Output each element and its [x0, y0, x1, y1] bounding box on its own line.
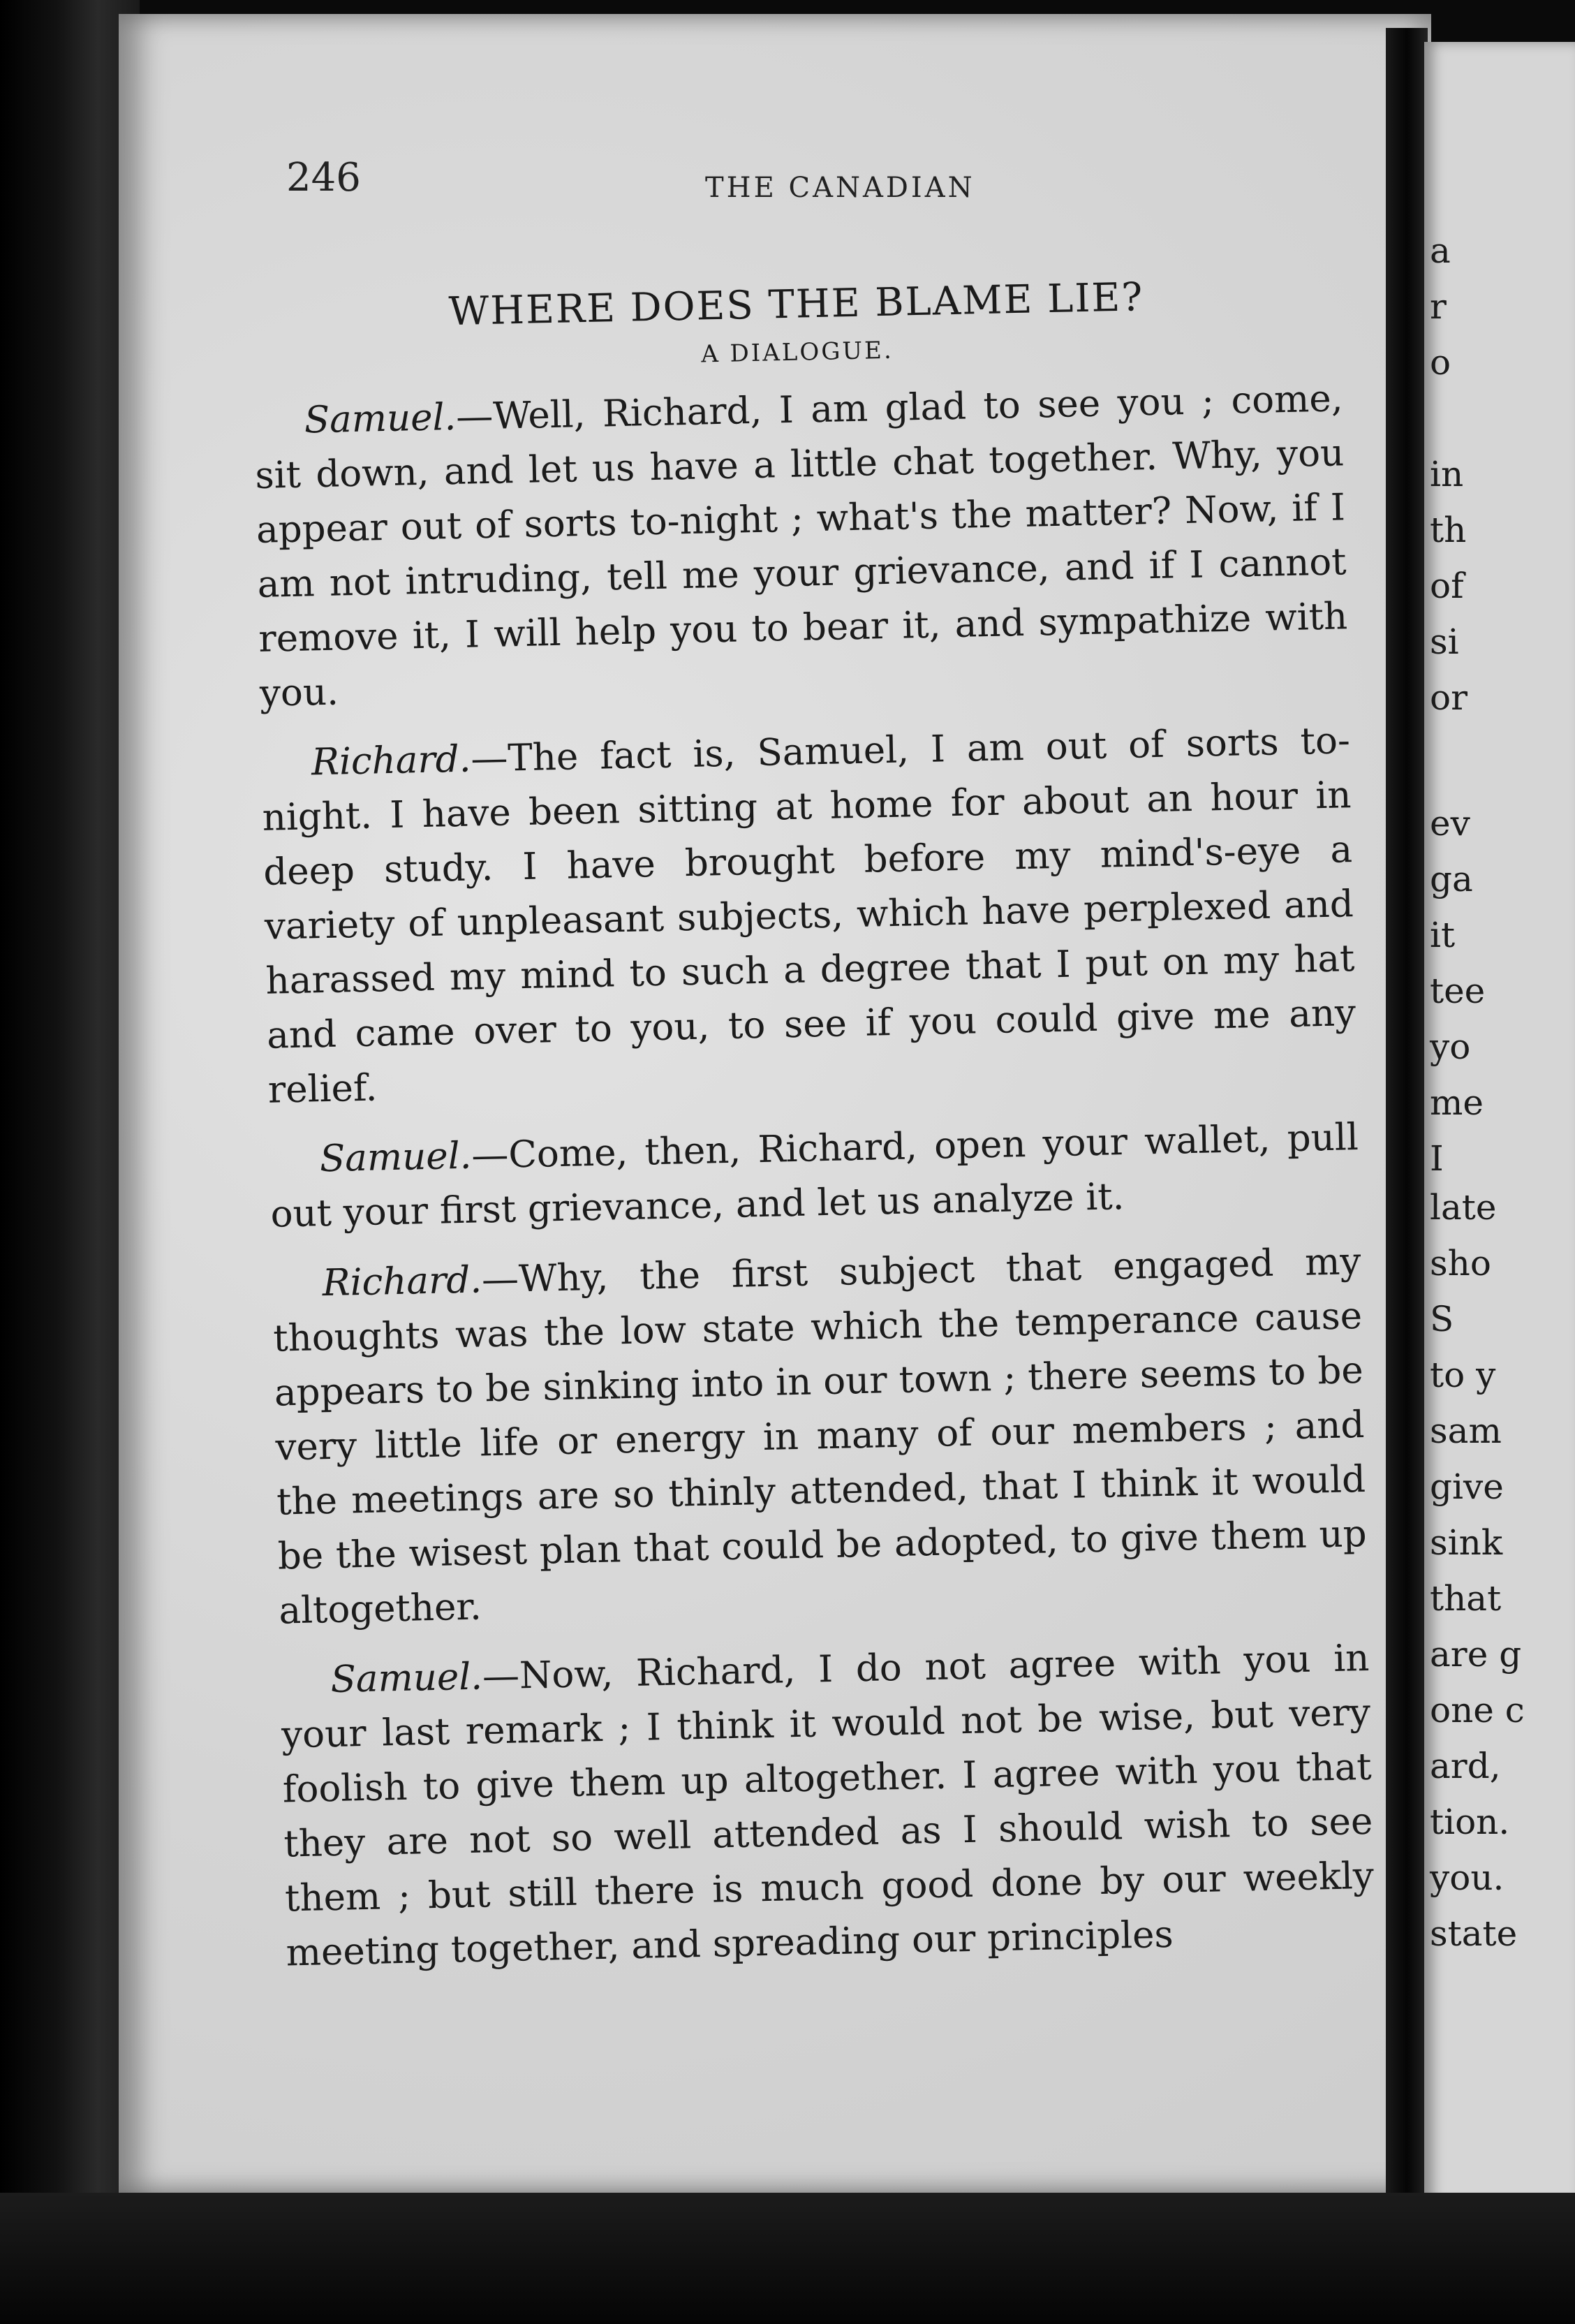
facing-page-fragment: are g	[1430, 1634, 1522, 1675]
paragraph-text: —Come, then, Richard, open your wallet, pull out your first grievance, and let us analyze it.	[269, 1116, 1359, 1236]
speaker-name: Samuel.	[304, 395, 457, 442]
facing-page-fragment: si	[1430, 622, 1459, 662]
scan-bottom-border	[0, 2193, 1575, 2324]
paragraph-text: —The fact is, Samuel, I am out of sorts to-night. I have been sitting at home for about an hour in deep study. I have brought before my mind's-eye a variety of unpleasant subjects, which have perplexed and harassed my mind to such a degree that I put on my hat and came over to you, to see if you could give me any relief.	[262, 719, 1356, 1112]
facing-page-fragment: give	[1430, 1466, 1504, 1507]
book-gutter	[1386, 28, 1428, 2249]
dialogue-paragraph	[280, 1631, 1375, 1981]
dialogue-paragraph	[272, 1235, 1368, 1639]
speaker-name: Richard.	[322, 1258, 482, 1305]
facing-page-fragment: th	[1430, 510, 1467, 550]
facing-page-fragment: of	[1430, 566, 1464, 606]
facing-page-fragment: o	[1430, 342, 1451, 383]
dialogue-paragraph	[253, 372, 1349, 721]
paragraph-text: —Now, Richard, I do not agree with you in your last remark ; I think it would not be wise, but very foolish to give them up altogether. I agree with you that they are not so well attended as I should wish to see them ; but still there is much good done by our weekly meeting together, and spreading our principles	[281, 1636, 1375, 1975]
facing-page-fragment: I	[1430, 1138, 1444, 1179]
facing-page-fragment: me	[1430, 1082, 1484, 1123]
facing-page-fragment: ev	[1430, 803, 1470, 844]
article-title: WHERE DOES THE BLAME LIE?	[448, 274, 1145, 335]
dialogue-paragraph	[269, 1110, 1360, 1242]
article-subtitle: A DIALOGUE.	[700, 336, 894, 369]
dialogue-paragraph	[260, 714, 1357, 1118]
facing-page-fragment: ard,	[1430, 1746, 1501, 1786]
facing-page-fragment: you.	[1430, 1858, 1504, 1898]
speaker-name: Samuel.	[319, 1134, 473, 1181]
facing-page-fragment: to y	[1430, 1355, 1496, 1395]
facing-page-fragment: r	[1430, 286, 1447, 327]
speaker-name: Samuel.	[330, 1655, 483, 1702]
paragraph-text: —Why, the first subject that engaged my thoughts was the low state which the temperance cause appears to be sinking into in our town ; there seems to be very little life or energy in many of our members ; and the meetings are so thinly attended, that I think it would be the wisest plan that could be adopted, to give them up altogether.	[272, 1240, 1368, 1633]
facing-page-fragment: late	[1430, 1187, 1497, 1228]
facing-page-fragment: sink	[1430, 1522, 1503, 1563]
facing-page-fragment: yo	[1430, 1027, 1471, 1067]
facing-page-fragment: S	[1430, 1299, 1454, 1339]
facing-page-fragment: one c	[1430, 1690, 1525, 1730]
facing-page-fragment: a	[1430, 230, 1451, 271]
facing-page-fragment: state	[1430, 1913, 1518, 1954]
facing-page-fragment: ga	[1430, 859, 1473, 899]
page-header	[286, 155, 1375, 211]
facing-page-fragment: in	[1430, 454, 1464, 494]
running-head: THE CANADIAN	[705, 172, 975, 204]
facing-page-fragment: or	[1430, 677, 1468, 718]
facing-page-fragment: sho	[1430, 1243, 1491, 1284]
facing-page-fragment: sam	[1430, 1411, 1502, 1451]
facing-page-fragment: it	[1430, 915, 1456, 955]
facing-page-edge	[1424, 42, 1575, 2256]
facing-page-fragment: tee	[1430, 971, 1486, 1011]
speaker-name: Richard.	[311, 737, 472, 784]
page-number: 246	[286, 155, 361, 200]
facing-page-fragment: that	[1430, 1578, 1502, 1619]
facing-page-fragment: tion.	[1430, 1802, 1510, 1842]
paragraph-text: —Well, Richard, I am glad to see you ; come, sit down, and let us have a little chat together. Why, you appear out of sorts to-night ; what's the matter? Now, if I am not intruding, tell me your grievance, and if I cannot remove it, I will help you to bear it, and sympathize with you.	[254, 377, 1348, 715]
article	[251, 270, 1376, 1996]
